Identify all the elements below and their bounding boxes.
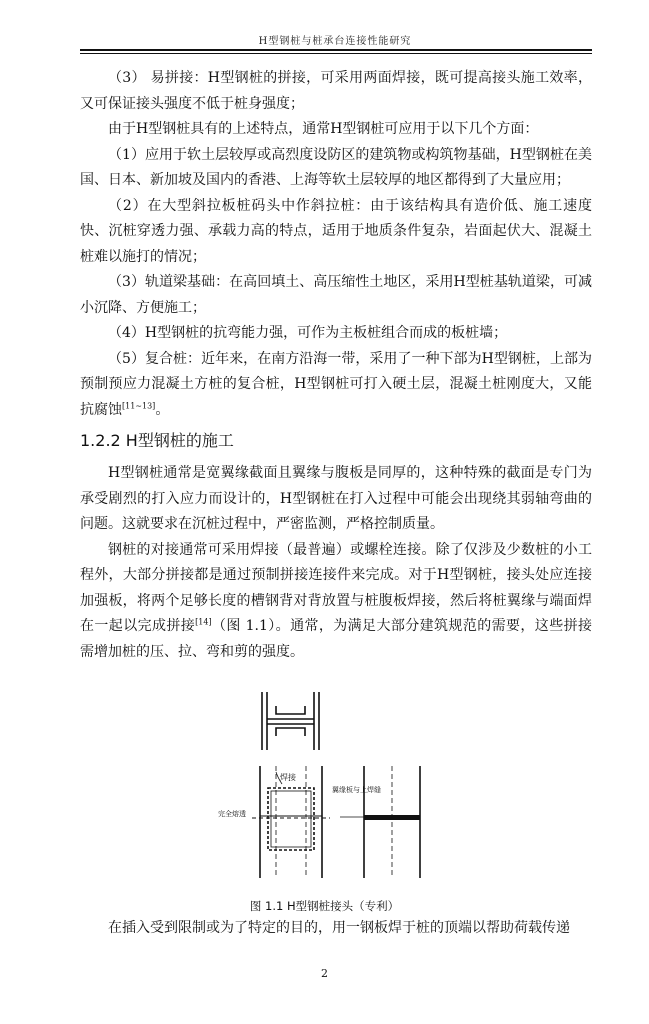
paragraph-easy-splice: （3） 易拼接：H型钢桩的拼接，可采用两面焊接，既可提高接头施工效率，又可保证接头强度不低于桩身强度； (80, 70, 592, 112)
splice-text-after: （图 1.1）。通常，为满足大部分建筑规范的需要，这些拼接需增加桩的压、拉、弯和剪的强度。 (80, 618, 592, 660)
figure-caption: 图 1.1 H型钢桩接头（专利） (249, 899, 400, 913)
page-number: 2 (321, 967, 328, 980)
paragraph-application-2: （2）在大型斜拉板桩码头中作斜拉桩：由于该结构具有造价低、施工速度快、沉桩穿透力强、承载力高的特点，适用于地质条件复杂，岩面起伏大、混凝土桩难以施打的情况； (80, 197, 592, 265)
citation-11-13: [11~13] (122, 400, 156, 410)
composite-pile-text: （5）复合桩：近年来，在南方沿海一带，采用了一种下部为H型钢桩，上部为预制预应力混凝土方桩的复合桩，H型钢桩可打入硬土层，混凝土桩刚度大，又能抗腐蚀 (80, 350, 592, 418)
section-heading: 1.2.2 H型钢桩的施工 (80, 431, 234, 450)
paragraph-application-3: （3）轨道梁基础：在高回填土、高压缩性土地区，采用H型桩基轨道梁，可减小沉降、方便施工； (80, 274, 592, 316)
label-full-penetration: 完全熔透 (218, 810, 246, 818)
composite-pile-end: 。 (155, 401, 170, 418)
h-section-plan (262, 692, 319, 750)
paragraph-splice (80, 538, 592, 666)
body-text (80, 66, 592, 665)
paragraph-plate: 在插入受到限制或为了特定的目的，用一钢板焊于桩的顶端以帮助荷载传递 (108, 920, 570, 936)
citation-14: [14] (195, 617, 212, 627)
splice-diagram (218, 688, 438, 888)
paragraph-construction: H型钢桩通常是宽翼缘截面且翼缘与腹板是同厚的，这种特殊的截面是专门为承受剧烈的打入应力而设计的，H型钢桩在打入过程中可能会出现绕其弱轴弯曲的问题。这就要求在沉桩过程中，严密监测，严格控制质量。 (80, 465, 592, 532)
label-weld: 焊接 (280, 773, 296, 782)
label-flange-weld: 翼缘板与上焊缝 (332, 786, 381, 794)
paragraph-application-5 (80, 347, 592, 424)
elevation-right (340, 766, 420, 878)
paragraph-application-1: （1）应用于软土层较厚或高烈度设防区的建筑物或构筑物基础，H型钢桩在美国、日本、新加坡及国内的香港、上海等软土层较厚的地区都得到了大量应用； (80, 146, 592, 188)
running-header: H型钢桩与桩承台连接性能研究 (258, 36, 412, 47)
header-rule-thin (80, 53, 592, 54)
paragraph-application-4: （4）H型钢桩的抗弯能力强，可作为主板桩组合而成的板桩墙； (108, 325, 508, 341)
header-rule-thick (80, 49, 592, 51)
body-text-continued (80, 916, 592, 942)
splice-text-before: 钢桩的对接通常可采用焊接（最普遍）或螺栓连接。除了仅涉及少数桩的小工程外，大部分拼接都是通过预制拼接连接件来完成。对于H型钢桩，接头处应连接加强板，将两个足够长度的槽钢背对背放置与桩腹板焊接，然后将桩翼缘与端面焊在一起以完成拼接 (80, 541, 592, 634)
paragraph-applications-intro: 由于H型钢桩具有的上述特点，通常H型钢桩可应用于以下几个方面： (108, 121, 539, 137)
elevation-left (252, 766, 330, 878)
